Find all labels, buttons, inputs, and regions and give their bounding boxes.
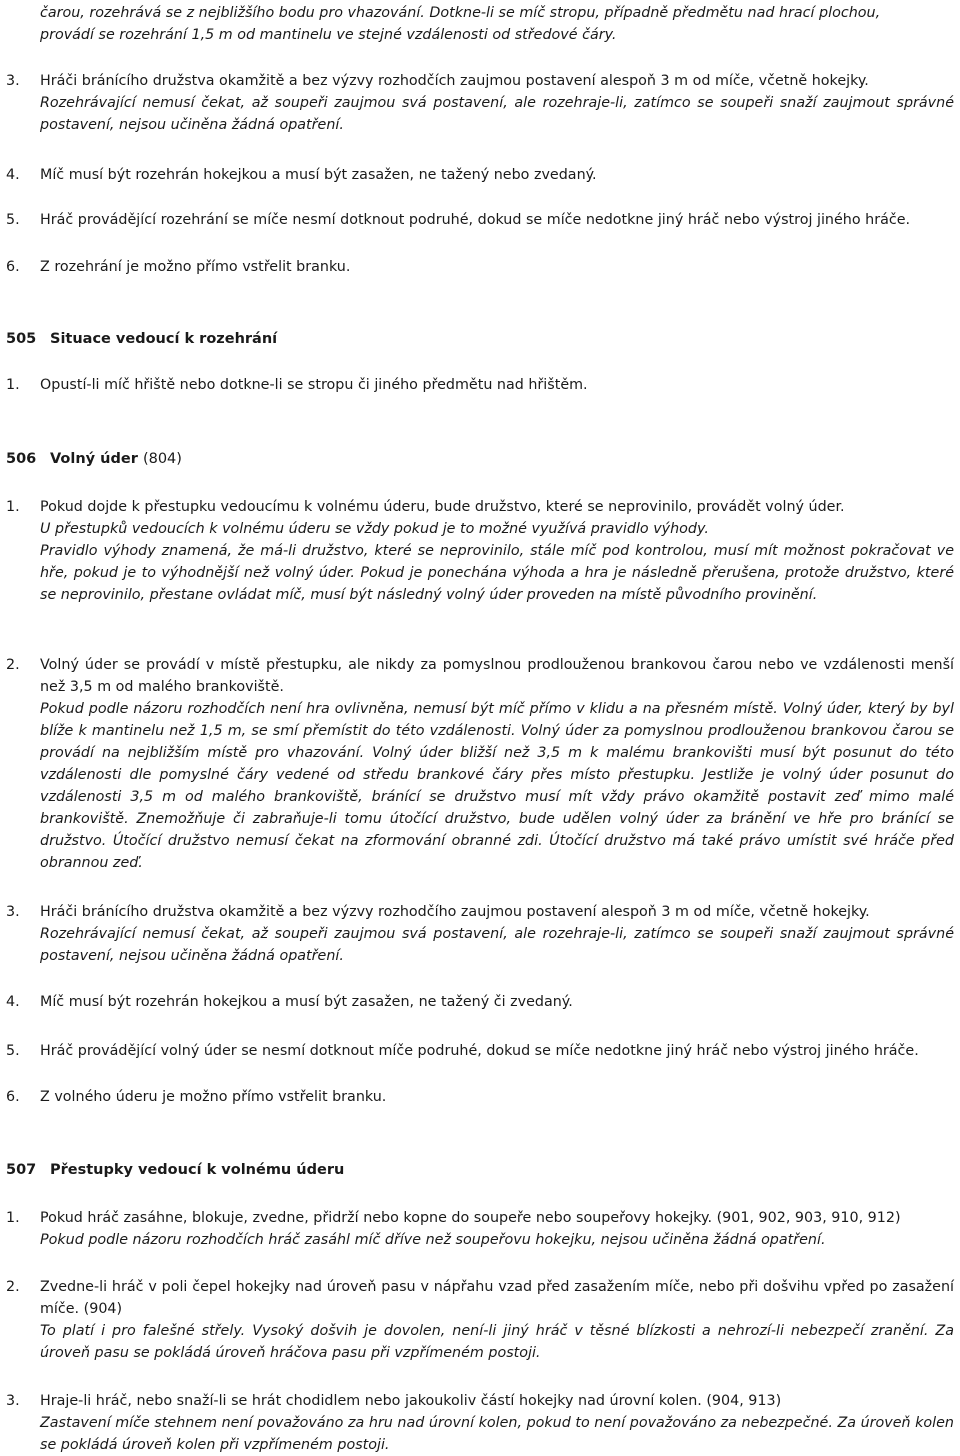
item-note: Rozehrávající nemusí čekat, až soupeři zaujmou svá postavení, ale rozehraje-li, zatímco se soupeři snaží zaujmout správné postavení, nejsou učiněna žádná opatření.	[40, 95, 954, 133]
item-number: 6.	[6, 1089, 20, 1105]
item-number: 2.	[6, 657, 20, 673]
section-title: Situace vedoucí k rozehrání	[50, 331, 278, 347]
item-number: 4.	[6, 167, 20, 183]
item-note: Pravidlo výhody znamená, že má-li družstvo, které se neprovinilo, stále míč pod kontrolou, musí mít možnost pokračovat ve hře, pokud je to výhodnější než volný úder. Pokud je ponechána výhoda a hra je následně přerušena, protože družstvo, které se neprovinilo, přestane ovládat míč, musí být následný volný úder proveden na místě původního provinění.	[40, 543, 954, 603]
list-item	[6, 1040, 954, 1062]
section-heading-507	[6, 1159, 344, 1181]
item-number: 1.	[6, 377, 20, 393]
item-number: 3.	[6, 904, 20, 920]
list-item	[6, 164, 954, 186]
item-number: 3.	[6, 1393, 20, 1409]
item-text: Hráč provádějící rozehrání se míče nesmí dotknout podruhé, dokud se míče nedotkne jiný hráč nebo výstroj jiného hráče.	[40, 212, 911, 228]
item-note: Zastavení míče stehnem není považováno za hru nad úrovní kolen, pokud to není považováno za nebezpečné. Za úroveň kolen se pokládá úroveň kolen při vzpřímeném postoji.	[40, 1415, 954, 1453]
item-number: 6.	[6, 259, 20, 275]
list-item	[6, 70, 954, 136]
item-text: Z volného úderu je možno přímo vstřelit branku.	[40, 1089, 387, 1105]
item-text: Hráči bránícího družstva okamžitě a bez výzvy rozhodčího zaujmou postavení alespoň 3 m od míče, včetně hokejky.	[40, 904, 870, 920]
item-note: Pokud podle názoru rozhodčích není hra ovlivněna, nemusí být míč přímo v klidu a na přesném místě. Volný úder, který by byl blíže k mantinelu než 1,5 m, se smí přemístit do této vzdálenosti. Volný úder za pomyslnou prodlouženou brankovou čarou se provádí na nejbližším místě pro vhazování. Volný úder bližší než 3,5 m k malému brankovišti musí být posunut do této vzdálenosti dle pomyslné čáry vedené od středu brankové čáry přes místo přestupku. Jestliže je volný úder posunut do vzdálenosti 3,5 m od malého brankoviště, bránící se družstvo musí mít vždy právo okamžitě postavit zeď mimo malé brankoviště. Znemožňuje či zabraňuje-li tomu útočící družstvo, bude udělen volný úder za bránění ve hře pro bránící se družstvo. Útočící družstvo nemusí čekat na zformování obranné zdi. Útočící družstvo má také právo umístit své hráče před obrannou zeď.	[40, 701, 954, 871]
continuation-line: čarou, rozehrává se z nejbližšího bodu pro vhazování. Dotkne-li se míč stropu, případně předmětu nad hrací plochou,	[40, 5, 881, 21]
item-note: Rozehrávající nemusí čekat, až soupeři zaujmou svá postavení, ale rozehraje-li, zatímco se soupeři snaží zaujmout správné postavení, nejsou učiněna žádná opatření.	[40, 926, 954, 964]
section-heading-506	[6, 448, 182, 470]
list-item	[6, 1086, 954, 1108]
item-note: U přestupků vedoucích k volnému úderu se vždy pokud je to možné využívá pravidlo výhody.	[40, 521, 709, 537]
list-item	[6, 374, 954, 396]
section-title: Přestupky vedoucí k volnému úderu	[50, 1162, 345, 1178]
item-number: 4.	[6, 994, 20, 1010]
item-text: Z rozehrání je možno přímo vstřelit branku.	[40, 259, 351, 275]
section-reference: (804)	[142, 451, 182, 467]
item-note: To platí i pro falešné střely. Vysoký došvih je dovolen, není-li jiný hráč v těsné blízkosti a nehrozí-li nebezpečí zranění. Za úroveň pasu se pokládá úroveň hráčova pasu při vzpřímeném postoji.	[40, 1323, 954, 1361]
section-title: Volný úder	[50, 451, 138, 467]
list-item	[6, 1207, 954, 1251]
item-text: Hraje-li hráč, nebo snaží-li se hrát chodidlem nebo jakoukoliv částí hokejky nad úrovní kolen. (904, 913)	[40, 1393, 782, 1409]
item-number: 1.	[6, 1210, 20, 1226]
item-number: 5.	[6, 212, 20, 228]
list-item	[6, 901, 954, 967]
section-heading-505	[6, 328, 277, 350]
item-number: 2.	[6, 1279, 20, 1295]
item-number: 5.	[6, 1043, 20, 1059]
continuation-line: provádí se rozehrání 1,5 m od mantinelu ve stejné vzdálenosti od středové čáry.	[40, 27, 617, 43]
list-item	[6, 991, 954, 1013]
list-item	[6, 1390, 954, 1456]
item-number: 1.	[6, 499, 20, 515]
section-number: 506	[6, 451, 37, 467]
list-item	[6, 1276, 954, 1364]
item-text: Pokud dojde k přestupku vedoucímu k volnému úderu, bude družstvo, které se neprovinilo, provádět volný úder.	[40, 499, 845, 515]
item-number: 3.	[6, 73, 20, 89]
item-text: Volný úder se provádí v místě přestupku, ale nikdy za pomyslnou prodlouženou brankovou čarou nebo ve vzdálenosti menší než 3,5 m od malého brankoviště.	[40, 657, 954, 695]
continuation-paragraph	[40, 2, 954, 46]
item-text: Zvedne-li hráč v poli čepel hokejky nad úroveň pasu v nápřahu vzad před zasažením míče, nebo při došvihu vpřed po zasažení míče. (904)	[40, 1279, 954, 1317]
item-note: Pokud podle názoru rozhodčích hráč zasáhl míč dříve než soupeřovu hokejku, nejsou učiněna žádná opatření.	[40, 1232, 826, 1248]
item-text: Míč musí být rozehrán hokejkou a musí být zasažen, ne tažený či zvedaný.	[40, 994, 573, 1010]
item-text: Pokud hráč zasáhne, blokuje, zvedne, přidrží nebo kopne do soupeře nebo soupeřovy hokejky. (901, 902, 903, 910, 912)	[40, 1210, 901, 1226]
list-item	[6, 654, 954, 874]
list-item	[6, 209, 954, 231]
section-number: 505	[6, 331, 37, 347]
list-item	[6, 496, 954, 606]
item-text: Hráči bránícího družstva okamžitě a bez výzvy rozhodčích zaujmou postavení alespoň 3 m od míče, včetně hokejky.	[40, 73, 869, 89]
section-number: 507	[6, 1162, 37, 1178]
item-text: Hráč provádějící volný úder se nesmí dotknout míče podruhé, dokud se míče nedotkne jiný hráč nebo výstroj jiného hráče.	[40, 1043, 919, 1059]
list-item	[6, 256, 954, 278]
item-text: Míč musí být rozehrán hokejkou a musí být zasažen, ne tažený nebo zvedaný.	[40, 167, 597, 183]
item-text: Opustí-li míč hřiště nebo dotkne-li se stropu či jiného předmětu nad hřištěm.	[40, 377, 588, 393]
